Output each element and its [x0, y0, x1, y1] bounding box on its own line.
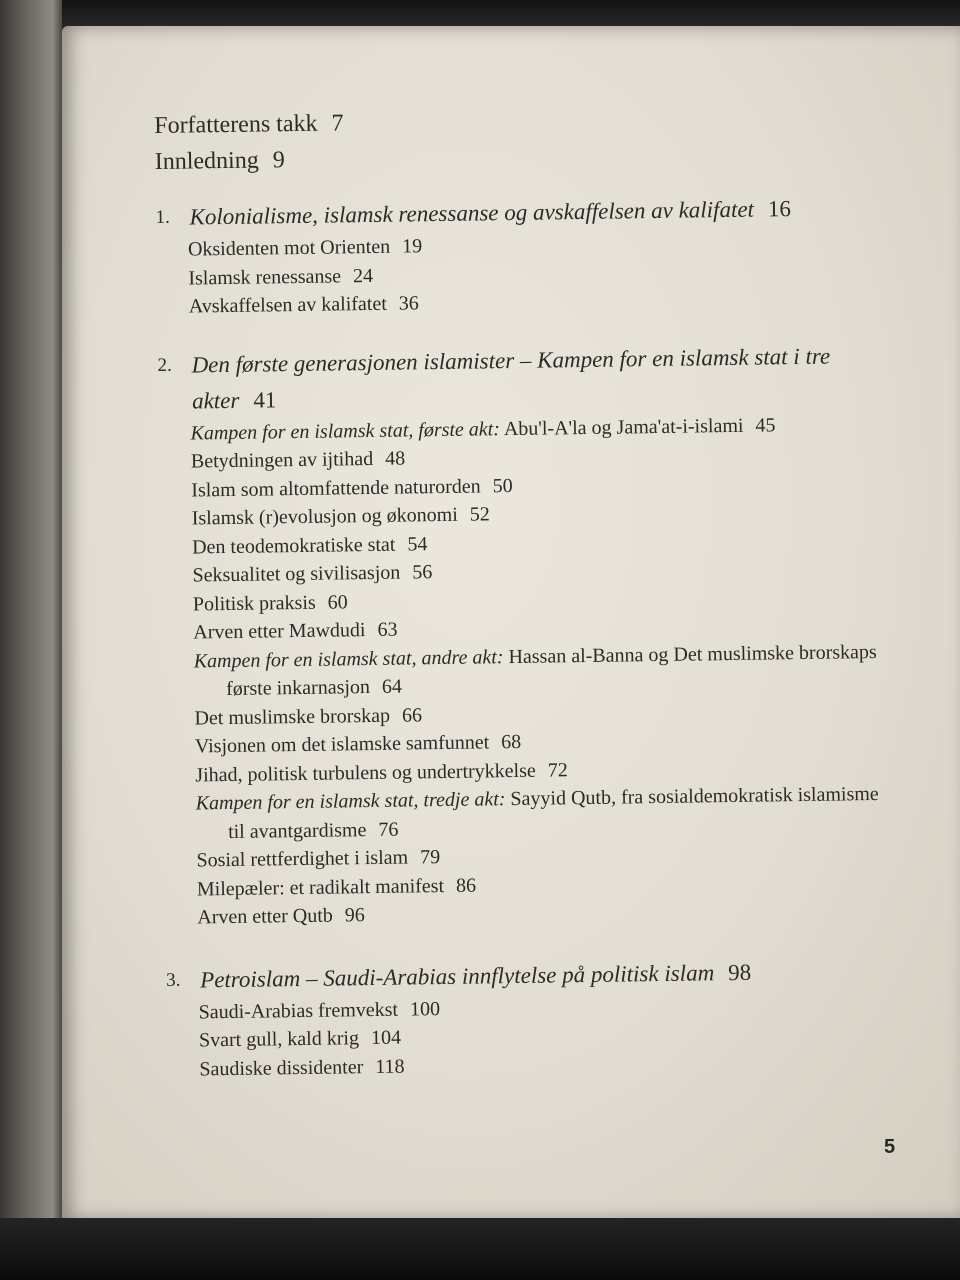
entry-title: Innledning — [154, 147, 259, 175]
section-title: Svart gull, kald krig — [198, 1027, 360, 1052]
chapter-1 — [155, 190, 887, 322]
section-page: 104 — [370, 1026, 402, 1050]
section-title: Seksualitet og sivilisasjon — [192, 561, 401, 587]
section-title: Sosial rettferdighet i islam — [196, 846, 409, 872]
section-title: Sayyid Qutb, fra sosialdemokratisk islamisme til avantgardisme — [227, 782, 879, 843]
section-page: 100 — [409, 997, 441, 1021]
section-title: Den teodemokratiske stat — [191, 533, 396, 559]
entry-page: 7 — [331, 110, 344, 137]
section-page: 86 — [455, 874, 477, 897]
page-number: 5 — [884, 1136, 896, 1158]
section-title: Saudiske dissidenter — [199, 1055, 364, 1080]
section-page: 79 — [419, 846, 441, 869]
chapter-number: 3. — [166, 969, 181, 991]
section-title: Arven etter Mawdudi — [193, 619, 366, 644]
section-title: Islamsk (r)evolusjon og økonomi — [191, 503, 458, 530]
chapter-title-text: Kolonialisme, islamsk renessanse og avskaffelsen av kalifatet — [189, 196, 755, 230]
section-page: 64 — [381, 675, 403, 698]
chapter-title — [157, 337, 888, 419]
table-of-contents — [154, 98, 898, 1084]
bottom-edge — [0, 1218, 960, 1280]
chapter-page: 16 — [767, 196, 792, 222]
section-page: 54 — [407, 532, 428, 556]
section-lead: Kampen for en islamsk stat, tredje akt: — [195, 788, 506, 815]
chapter-3 — [166, 952, 898, 1084]
section-title: Visjonen om det islamske samfunnet — [194, 731, 490, 758]
section-page: 96 — [344, 904, 365, 927]
section-title: Oksidenten mot Orienten — [187, 235, 391, 261]
section-page: 68 — [501, 730, 522, 754]
toc-section-entry — [164, 780, 895, 847]
section-page: 19 — [401, 235, 423, 258]
section-page: 118 — [375, 1055, 405, 1078]
section-page: 56 — [412, 561, 433, 584]
section-page: 66 — [401, 703, 423, 727]
front-matter — [154, 98, 885, 180]
section-page: 76 — [378, 818, 399, 841]
chapter-number: 1. — [155, 206, 170, 228]
section-lead: Kampen for en islamsk stat, andre akt: — [193, 645, 504, 672]
section-page: 52 — [469, 503, 490, 526]
book-spine-shadow — [0, 0, 62, 1280]
chapter-number: 2. — [157, 354, 172, 376]
section-page: 72 — [547, 758, 568, 782]
chapter-page: 98 — [728, 959, 752, 985]
section-page: 63 — [377, 618, 398, 641]
section-title: Milepæler: et radikalt manifest — [196, 874, 445, 900]
section-page: 50 — [492, 474, 513, 497]
chapter-title-text: Petroislam – Saudi-Arabias innflytelse på politisk islam — [199, 959, 715, 992]
section-page: 60 — [327, 590, 348, 614]
section-title: Avskaffelsen av kalifatet — [188, 292, 387, 318]
toc-section-entry — [162, 637, 893, 704]
chapter-page: 41 — [253, 386, 277, 413]
chapter-title-text: Den første generasjonen islamister – Kampen for en islamsk stat i tre akter — [191, 343, 831, 413]
entry-title: Forfatterens takk — [154, 110, 318, 139]
section-page: 24 — [352, 264, 374, 287]
section-title: Islam som altomfattende naturorden — [191, 474, 481, 502]
entry-page: 9 — [272, 147, 285, 174]
section-lead: Kampen for en islamsk stat, første akt: — [190, 417, 501, 445]
section-page: 45 — [755, 413, 776, 437]
section-title: Jihad, politisk turbulens og undertrykkelse — [195, 759, 536, 786]
section-page: 48 — [384, 447, 406, 470]
section-title: Det muslimske brorskap — [194, 704, 391, 729]
section-title: Hassan al-Banna og Det muslimske brorskaps første inkarnasjon — [225, 640, 877, 701]
section-title: Saudi-Arabias fremvekst — [198, 998, 399, 1023]
section-title: Arven etter Qutb — [197, 904, 333, 929]
section-title: Betydningen av ijtihad — [190, 447, 374, 473]
section-title: Politisk praksis — [192, 591, 316, 616]
section-page: 36 — [398, 292, 419, 315]
section-title: Islamsk renessanse — [188, 264, 342, 290]
section-title: Abu'l-A'la og Jama'at-i-islami — [503, 414, 744, 440]
chapter-2 — [157, 337, 895, 932]
